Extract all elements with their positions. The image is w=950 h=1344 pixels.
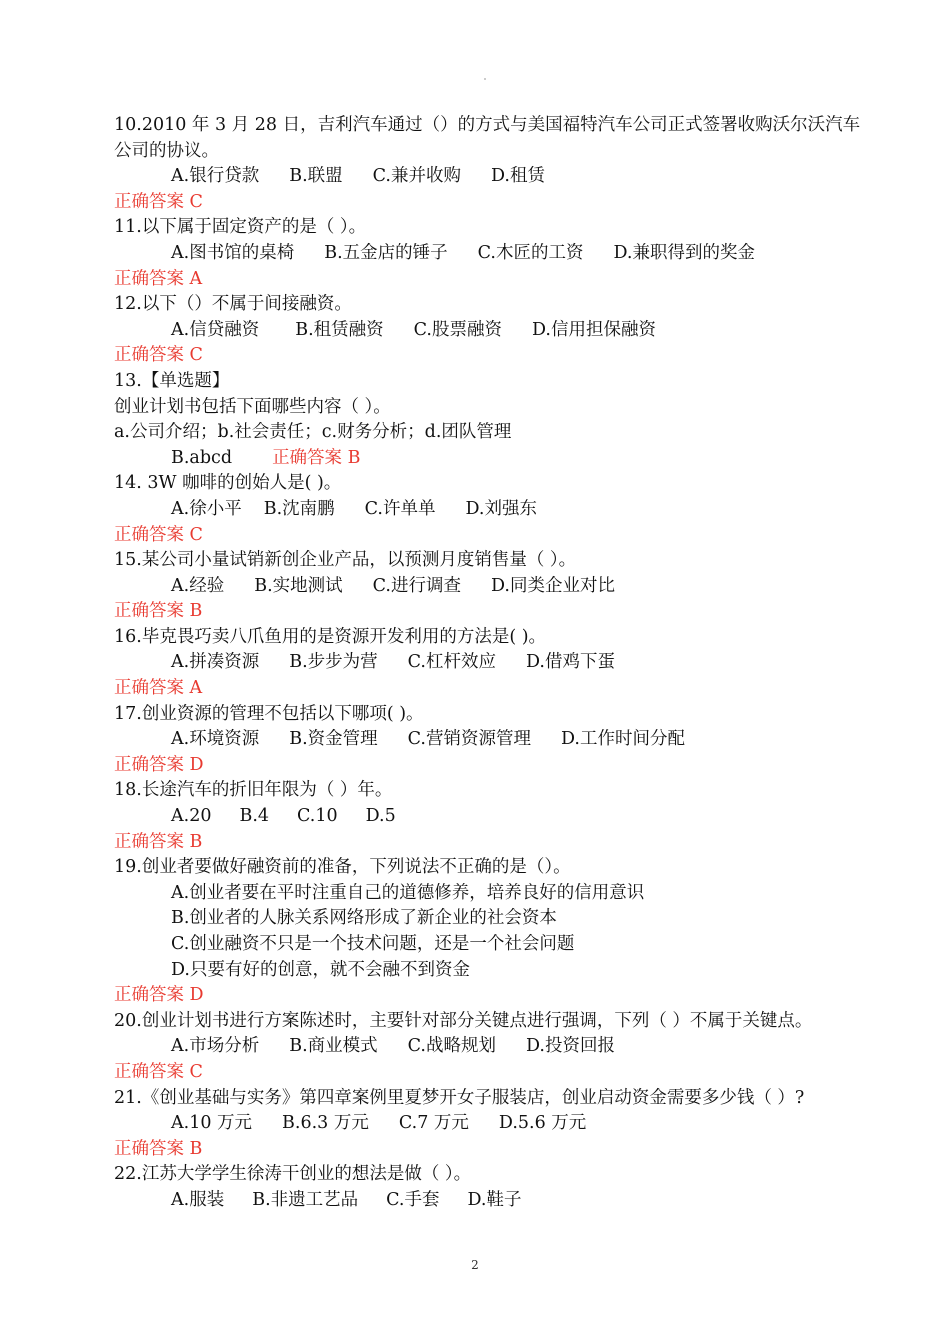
option: D.刘强东 bbox=[465, 498, 537, 519]
option: D.信用担保融资 bbox=[531, 319, 656, 340]
question-15-stem: 15.某公司小量试销新创企业产品，以预测月度销售量（ ）。 bbox=[114, 550, 577, 571]
header-mark bbox=[484, 78, 486, 80]
page-number: 2 bbox=[471, 1258, 479, 1272]
option: C.7 万元 bbox=[398, 1113, 469, 1134]
question-21-answer: 正确答案 B bbox=[114, 1138, 203, 1159]
question-14-options bbox=[114, 497, 874, 523]
option: D.租赁 bbox=[490, 166, 545, 187]
option: A.服装 bbox=[171, 1189, 225, 1210]
question-13-stem: 13.【单选题】 bbox=[114, 370, 230, 391]
option: A.信贷融资 bbox=[171, 319, 260, 340]
option: A.10 万元 bbox=[171, 1113, 253, 1134]
option: A.图书馆的桌椅 bbox=[171, 242, 295, 263]
question-11-stem: 11.以下属于固定资产的是（ ）。 bbox=[114, 217, 367, 238]
option: B.商业模式 bbox=[289, 1036, 378, 1057]
option: D.鞋子 bbox=[467, 1189, 522, 1210]
question-list bbox=[114, 113, 874, 1214]
question-13-answer: 正确答案 B bbox=[272, 447, 361, 468]
question-13-items: a.公司介绍；b.社会责任；c.财务分析；d.团队管理 bbox=[114, 422, 512, 443]
question-20-stem: 20.创业计划书进行方案陈述时，主要针对部分关键点进行强调，下列（ ）不属于关键点。 bbox=[114, 1010, 813, 1031]
question-10-options bbox=[114, 164, 874, 190]
option: A.创业者要在平时注重自己的道德修养，培养良好的信用意识 bbox=[171, 882, 645, 903]
option: A.20 bbox=[171, 806, 212, 827]
option: B.创业者的人脉关系网络形成了新企业的社会资本 bbox=[171, 908, 557, 929]
option: C.股票融资 bbox=[413, 319, 502, 340]
question-20-answer: 正确答案 C bbox=[114, 1061, 203, 1082]
question-17-options bbox=[114, 727, 874, 753]
question-15-answer: 正确答案 B bbox=[114, 601, 203, 622]
option: A.银行贷款 bbox=[171, 166, 260, 187]
option: D.借鸡下蛋 bbox=[525, 652, 615, 673]
question-10-stem: 10.2010 年 3 月 28 日，吉利汽车通过（）的方式与美国福特汽车公司正式签署收购沃尔沃汽车公司的协议。 bbox=[114, 115, 861, 161]
question-20-options bbox=[114, 1034, 874, 1060]
question-13-question: 创业计划书包括下面哪些内容（ ）。 bbox=[114, 396, 391, 417]
option: C.进行调查 bbox=[372, 575, 461, 596]
question-12-stem: 12.以下（）不属于间接融资。 bbox=[114, 294, 352, 315]
question-13-options bbox=[114, 446, 874, 472]
option: B.资金管理 bbox=[289, 729, 378, 750]
option: B.非遗工艺品 bbox=[252, 1189, 359, 1210]
question-12-options bbox=[114, 318, 874, 344]
option: B.abcd bbox=[171, 447, 233, 468]
option: D.5.6 万元 bbox=[498, 1113, 587, 1134]
option: B.6.3 万元 bbox=[282, 1113, 369, 1134]
option: D.工作时间分配 bbox=[560, 729, 685, 750]
question-21-options bbox=[114, 1111, 874, 1137]
option: D.只要有好的创意，就不会融不到资金 bbox=[171, 959, 470, 980]
question-16-stem: 16.毕克畏巧卖八爪鱼用的是资源开发利用的方法是( )。 bbox=[114, 626, 547, 647]
option: B.租赁融资 bbox=[295, 319, 384, 340]
option: C.木匠的工资 bbox=[477, 242, 584, 263]
question-14-stem: 14. 3W 咖啡的创始人是( )。 bbox=[114, 473, 342, 494]
option: C.兼并收购 bbox=[372, 166, 461, 187]
option: B.沈南鹏 bbox=[263, 498, 335, 519]
option: D.投资回报 bbox=[525, 1036, 615, 1057]
question-18-answer: 正确答案 B bbox=[114, 831, 203, 852]
option: D.兼职得到的奖金 bbox=[613, 242, 755, 263]
question-14-answer: 正确答案 C bbox=[114, 524, 203, 545]
option: B.4 bbox=[239, 806, 270, 827]
question-15-options bbox=[114, 574, 874, 600]
option: C.战略规划 bbox=[407, 1036, 496, 1057]
question-18-stem: 18.长途汽车的折旧年限为（ ）年。 bbox=[114, 780, 393, 801]
question-18-options bbox=[114, 804, 874, 830]
option: C.营销资源管理 bbox=[407, 729, 531, 750]
question-16-options bbox=[114, 650, 874, 676]
question-19-answer: 正确答案 D bbox=[114, 985, 204, 1006]
option: D.5 bbox=[365, 806, 396, 827]
question-22-stem: 22.江苏大学学生徐涛干创业的想法是做（ ）。 bbox=[114, 1164, 472, 1185]
option: C.许单单 bbox=[364, 498, 436, 519]
option: A.市场分析 bbox=[171, 1036, 260, 1057]
question-11-answer: 正确答案 A bbox=[114, 268, 203, 289]
option: A.徐小平 bbox=[171, 498, 242, 519]
question-17-stem: 17.创业资源的管理不包括以下哪项( )。 bbox=[114, 703, 424, 724]
option: A.拼凑资源 bbox=[171, 652, 260, 673]
question-16-answer: 正确答案 A bbox=[114, 678, 203, 699]
option: C.杠杆效应 bbox=[407, 652, 496, 673]
question-19-stem: 19.创业者要做好融资前的准备，下列说法不正确的是（）。 bbox=[114, 857, 571, 878]
option: A.环境资源 bbox=[171, 729, 260, 750]
question-12-answer: 正确答案 C bbox=[114, 345, 203, 366]
option: D.同类企业对比 bbox=[490, 575, 615, 596]
option: C.创业融资不只是一个技术问题，还是一个社会问题 bbox=[171, 934, 575, 954]
option: A.经验 bbox=[171, 575, 225, 596]
question-17-answer: 正确答案 D bbox=[114, 754, 204, 775]
option: B.五金店的锤子 bbox=[324, 242, 448, 263]
question-22-options bbox=[114, 1188, 874, 1214]
option: B.步步为营 bbox=[289, 652, 378, 673]
question-21-stem: 21.《创业基础与实务》第四章案例里夏梦开女子服装店，创业启动资金需要多少钱（ ）? bbox=[114, 1087, 805, 1108]
option: B.实地测试 bbox=[254, 575, 343, 596]
option: B.联盟 bbox=[289, 166, 343, 187]
question-10-answer: 正确答案 C bbox=[114, 191, 203, 212]
question-11-options bbox=[114, 241, 874, 267]
option: C.10 bbox=[297, 806, 338, 827]
option: C.手套 bbox=[386, 1189, 440, 1210]
